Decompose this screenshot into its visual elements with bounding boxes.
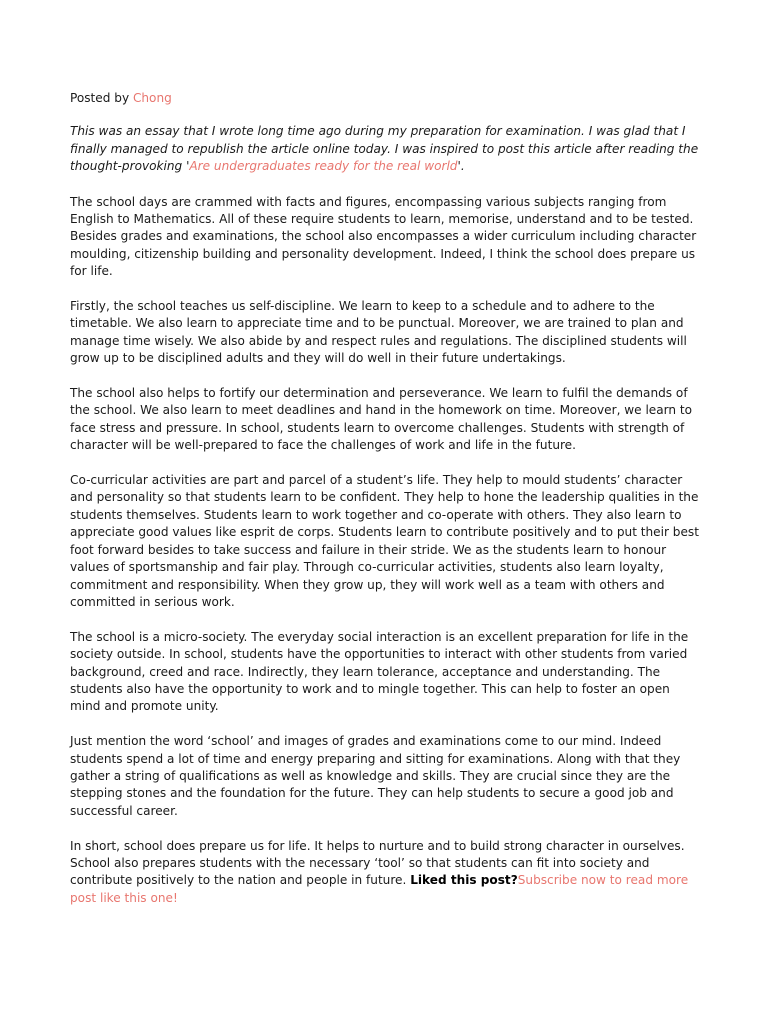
paragraph-3: The school also helps to fortify our determination and perseverance. We learn to fulfil the demands of the school. We also learn to meet deadlines and hand in the homework on time. Moreover, we learn to face stress and pressure. In school, students learn to overcome challenges. Students with strength of character will be well-prepared to face the challenges of work and life in the future. xyxy=(70,386,693,453)
paragraph-5: The school is a micro-society. The everyday social interaction is an excellent preparation for life in the society outside. In school, students have the opportunities to interact with other students from varied background, creed and race. Indirectly, they learn tolerance, acceptance and understanding. The students also have the opportunity to work and to mingle together. This can help to foster an open mind and promote unity. xyxy=(70,629,689,714)
intro-paragraph xyxy=(70,123,700,175)
conclusion-paragraph xyxy=(70,838,700,908)
intro-end: '. xyxy=(457,159,465,174)
liked-label: Liked this post? xyxy=(410,873,518,888)
intro-text: This was an essay that I wrote long time ago during my preparation for examination. I was glad that I finally managed to republish the article online today. I was inspired to post this article after reading the thought-provoking ' xyxy=(70,124,699,174)
posted-by-line xyxy=(70,90,700,107)
conclusion-text: In short, school does prepare us for life. It helps to nurture and to build strong character in ourselves. School also prepares students with the necessary ‘tool’ so that students can fit into society and contribute positively to the nation and people in future. xyxy=(70,838,685,888)
subscribe-link[interactable]: Subscribe now to read more post like this one! xyxy=(70,873,689,905)
article xyxy=(70,90,700,925)
paragraph-2: Firstly, the school teaches us self-discipline. We learn to keep to a schedule and to adhere to the timetable. We also learn to appreciate time and to be punctual. Moreover, we are trained to plan and manage time wisely. We also abide by and respect rules and regulations. The disciplined students will grow up to be disciplined adults and they will do well in their future undertakings. xyxy=(70,299,687,366)
paragraph-1: The school days are crammed with facts and figures, encompassing various subjects ranging from English to Mathematics. All of these require students to learn, memorise, understand and to be tested. Besides grades and examinations, the school also encompasses a wider curriculum including character moulding, citizenship building and personality development. Indeed, I think the school does prepare us for life. xyxy=(70,194,697,279)
author-link[interactable]: Chong xyxy=(132,91,172,105)
posted-by-label: Posted by xyxy=(70,91,133,105)
paragraph-6: Just mention the word ‘school’ and images of grades and examinations come to our mind. Indeed students spend a lot of time and energy preparing and sitting for examinations. Along with that they gather a string of qualifications as well as knowledge and skills. They are crucial since they are the stepping stones and the foundation for the future. They can help students to secure a good job and successful career. xyxy=(70,734,681,818)
paragraph-4: Co-curricular activities are part and parcel of a student’s life. They help to mould students’ character and personality so that students learn to be confident. They help to hone the leadership qualities in the students themselves. Students learn to work together and co-operate with others. They also learn to appreciate good values like esprit de corps. Students learn to contribute positively and to put their best foot forward besides to take success and failure in their stride. We as the students learn to honour values of sportsmanship and fair play. Through co-curricular activities, students also learn loyalty, commitment and responsibility. When they grow up, they will work well as a team with others and committed in serious work. xyxy=(70,473,699,609)
related-article-link[interactable]: Are undergraduates ready for the real world xyxy=(189,159,458,174)
